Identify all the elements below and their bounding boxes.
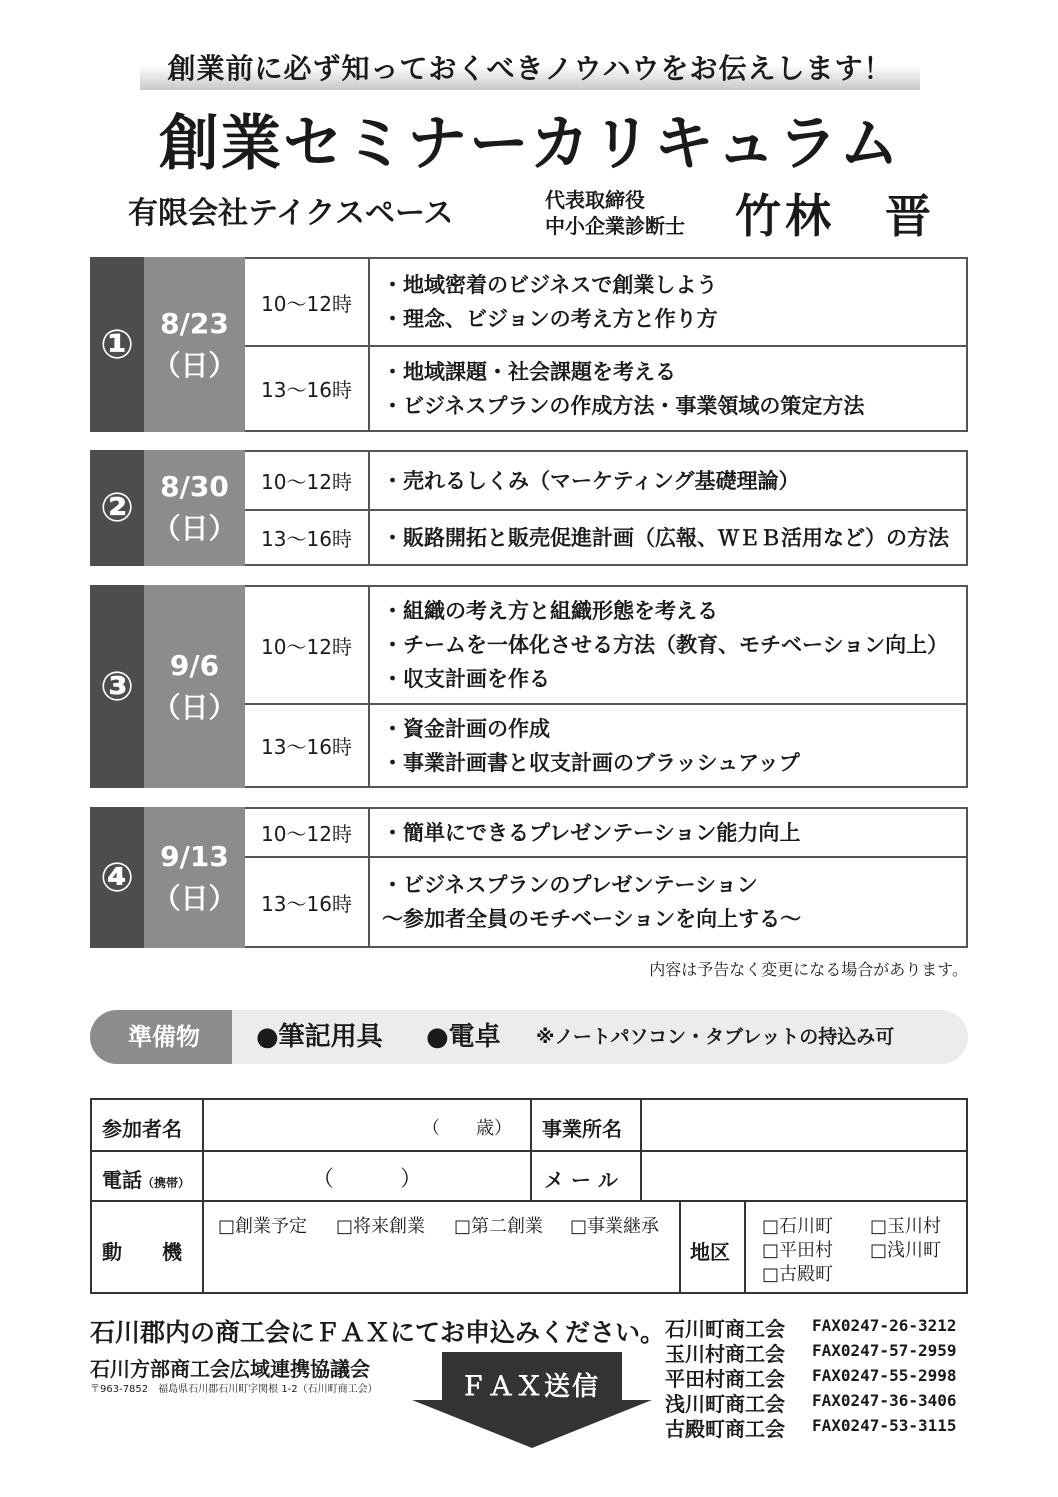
time-slot-row xyxy=(245,809,966,856)
session-weekday: （日） xyxy=(152,881,237,915)
phone-label-text: 電話 xyxy=(102,1168,142,1192)
topic-item: ・ビジネスプランの作成方法・事業領域の策定方法 xyxy=(382,393,865,418)
motive-checkbox-succession[interactable]: □事業継承 xyxy=(570,1216,660,1237)
mail-field[interactable] xyxy=(644,1154,964,1198)
topic-item: ・販路開拓と販売促進計画（広報、ＷＥＢ活用など）の方法 xyxy=(382,525,949,550)
session-number: ① xyxy=(90,257,144,432)
form-divider xyxy=(679,1200,681,1292)
fax-number: FAX0247-36-3406 xyxy=(812,1391,957,1410)
page-title: 創業セミナーカリキュラム xyxy=(158,109,902,179)
session-rows xyxy=(245,585,968,788)
slot-content xyxy=(370,347,966,430)
slot-content xyxy=(370,587,966,703)
session-rows xyxy=(245,450,968,566)
speaker-name: 竹林 晋 xyxy=(735,189,935,243)
area-checkbox-asakawa[interactable]: □浅川町 xyxy=(870,1240,942,1261)
council-address: 〒963-7852 福島県石川郡石川町字関根 1-2（石川町商工会） xyxy=(90,1384,378,1395)
bring-items-bar xyxy=(90,1010,968,1064)
time-slot: 13～16時 xyxy=(245,511,370,564)
fax-number: FAX0247-57-2959 xyxy=(812,1341,957,1360)
slot-content xyxy=(370,858,966,946)
topic-item: ・ビジネスプランのプレゼンテーション xyxy=(382,873,758,897)
office-name-field[interactable] xyxy=(644,1104,964,1148)
session-rows xyxy=(245,257,968,432)
area-checkbox-hirata[interactable]: □平田村 xyxy=(762,1240,834,1261)
participant-age-field[interactable]: （ 歳） xyxy=(422,1118,512,1139)
fax-office-name: 平田村商工会 xyxy=(665,1367,785,1391)
office-label: 事業所名 xyxy=(542,1117,622,1141)
topic-item: ・チームを一体化させる方法（教育、モチベーション向上） xyxy=(382,633,949,657)
motive-checkbox-second[interactable]: □第二創業 xyxy=(454,1216,544,1237)
time-slot: 10～12時 xyxy=(245,587,370,703)
session-date-cell xyxy=(144,585,245,788)
form-divider xyxy=(530,1100,532,1200)
fax-office-name: 石川町商工会 xyxy=(665,1317,785,1341)
time-slot: 10～12時 xyxy=(245,809,370,856)
topic-item: ・地域課題・社会課題を考える xyxy=(382,359,676,384)
area-checkbox-tamakawa[interactable]: □玉川村 xyxy=(870,1216,942,1237)
fax-office-name: 玉川村商工会 xyxy=(665,1342,785,1366)
bring-item-stationery: ●筆記用具 xyxy=(256,1022,383,1052)
phone-label xyxy=(102,1164,190,1193)
topic-item: ・事業計画書と収支計画のブラッシュアップ xyxy=(382,750,800,775)
session-weekday: （日） xyxy=(152,348,237,382)
topic-item: ・理念、ビジョンの考え方と作り方 xyxy=(382,307,718,331)
participant-label: 参加者名 xyxy=(102,1117,182,1141)
session-date: 9/13 xyxy=(160,839,229,873)
session-number: ④ xyxy=(90,807,144,948)
session-weekday: （日） xyxy=(152,512,237,545)
session-block-1 xyxy=(90,257,968,432)
area-checkbox-ishikawa[interactable]: □石川町 xyxy=(762,1216,834,1237)
session-date-cell xyxy=(144,450,245,566)
area-checkbox-furudono[interactable]: □古殿町 xyxy=(762,1264,834,1285)
topic-item: ・簡単にできるプレゼンテーション能力向上 xyxy=(382,820,801,845)
motive-checkbox-startup[interactable]: □創業予定 xyxy=(218,1216,308,1237)
session-block-2 xyxy=(90,450,968,566)
slot-content xyxy=(370,705,966,786)
slot-content xyxy=(370,809,966,856)
topic-item: ・売れるしくみ（マーケティング基礎理論） xyxy=(382,468,800,493)
time-slot: 13～16時 xyxy=(245,858,370,946)
session-date-cell xyxy=(144,257,245,432)
change-notice: 内容は予告なく変更になる場合があります。 xyxy=(649,960,968,979)
session-date-cell xyxy=(144,807,245,948)
session-date: 8/30 xyxy=(160,470,229,503)
form-divider xyxy=(202,1100,204,1292)
fax-number: FAX0247-53-3115 xyxy=(812,1416,957,1435)
fax-office-name: 浅川町商工会 xyxy=(665,1392,785,1416)
form-divider xyxy=(92,1150,966,1152)
form-divider xyxy=(744,1200,746,1292)
session-weekday: （日） xyxy=(152,690,237,724)
topic-item: ～参加者全員のモチベーションを向上する～ xyxy=(382,907,802,931)
phone-field[interactable]: （ ） xyxy=(312,1167,423,1192)
time-slot-row xyxy=(245,587,966,703)
fax-send-label: ＦＡＸ送信 xyxy=(459,1372,600,1402)
form-divider xyxy=(92,1200,966,1202)
tagline: 創業前に必ず知っておくべきノウハウをお伝えします！ xyxy=(167,52,893,85)
bring-note: ※ノートパソコン・タブレットの持込み可 xyxy=(536,1026,895,1048)
topic-item: ・地域密着のビジネスで創業しよう xyxy=(382,273,718,297)
fax-office-name: 古殿町商工会 xyxy=(665,1417,785,1441)
time-slot-row xyxy=(245,856,966,946)
company-name: 有限会社テイクスペース xyxy=(128,196,454,231)
area-label: 地区 xyxy=(690,1240,730,1264)
phone-label-sub: （携帯） xyxy=(142,1176,191,1190)
apply-instruction: 石川郡内の商工会にＦＡＸにてお申込みください。 xyxy=(90,1318,666,1347)
time-slot: 13～16時 xyxy=(245,705,370,786)
time-slot: 10～12時 xyxy=(245,452,370,509)
time-slot: 13～16時 xyxy=(245,347,370,430)
slot-content xyxy=(370,452,966,509)
time-slot: 10～12時 xyxy=(245,259,370,345)
session-block-4 xyxy=(90,807,968,948)
session-number: ② xyxy=(90,450,144,566)
mail-label: メ ー ル xyxy=(544,1168,618,1192)
application-form xyxy=(90,1098,968,1294)
time-slot-row xyxy=(245,345,966,430)
session-block-3 xyxy=(90,585,968,788)
time-slot-row xyxy=(245,452,966,509)
bring-item-calculator: ●電卓 xyxy=(426,1022,501,1052)
session-rows xyxy=(245,807,968,948)
time-slot-row xyxy=(245,259,966,345)
topic-item: ・資金計画の作成 xyxy=(382,716,550,741)
session-date: 8/23 xyxy=(160,306,229,340)
time-slot-row xyxy=(245,703,966,786)
topic-item: ・収支計画を作る xyxy=(382,667,550,691)
slot-content xyxy=(370,511,966,564)
fax-number: FAX0247-55-2998 xyxy=(812,1366,957,1385)
speaker-role-1: 代表取締役 xyxy=(545,188,645,212)
time-slot-row xyxy=(245,509,966,564)
fax-number: FAX0247-26-3212 xyxy=(812,1316,957,1335)
participant-name-field[interactable] xyxy=(206,1104,416,1148)
slot-content xyxy=(370,259,966,345)
motive-checkbox-future[interactable]: □将来創業 xyxy=(336,1216,426,1237)
motive-label: 動 機 xyxy=(102,1240,182,1264)
form-divider xyxy=(640,1100,642,1200)
topic-item: ・組織の考え方と組織形態を考える xyxy=(382,599,718,623)
session-date: 9/6 xyxy=(169,648,220,682)
session-number: ③ xyxy=(90,585,144,788)
bring-label: 準備物 xyxy=(90,1010,232,1064)
speaker-role-2: 中小企業診断士 xyxy=(545,214,685,238)
council-name: 石川方部商工会広域連携協議会 xyxy=(90,1357,370,1381)
